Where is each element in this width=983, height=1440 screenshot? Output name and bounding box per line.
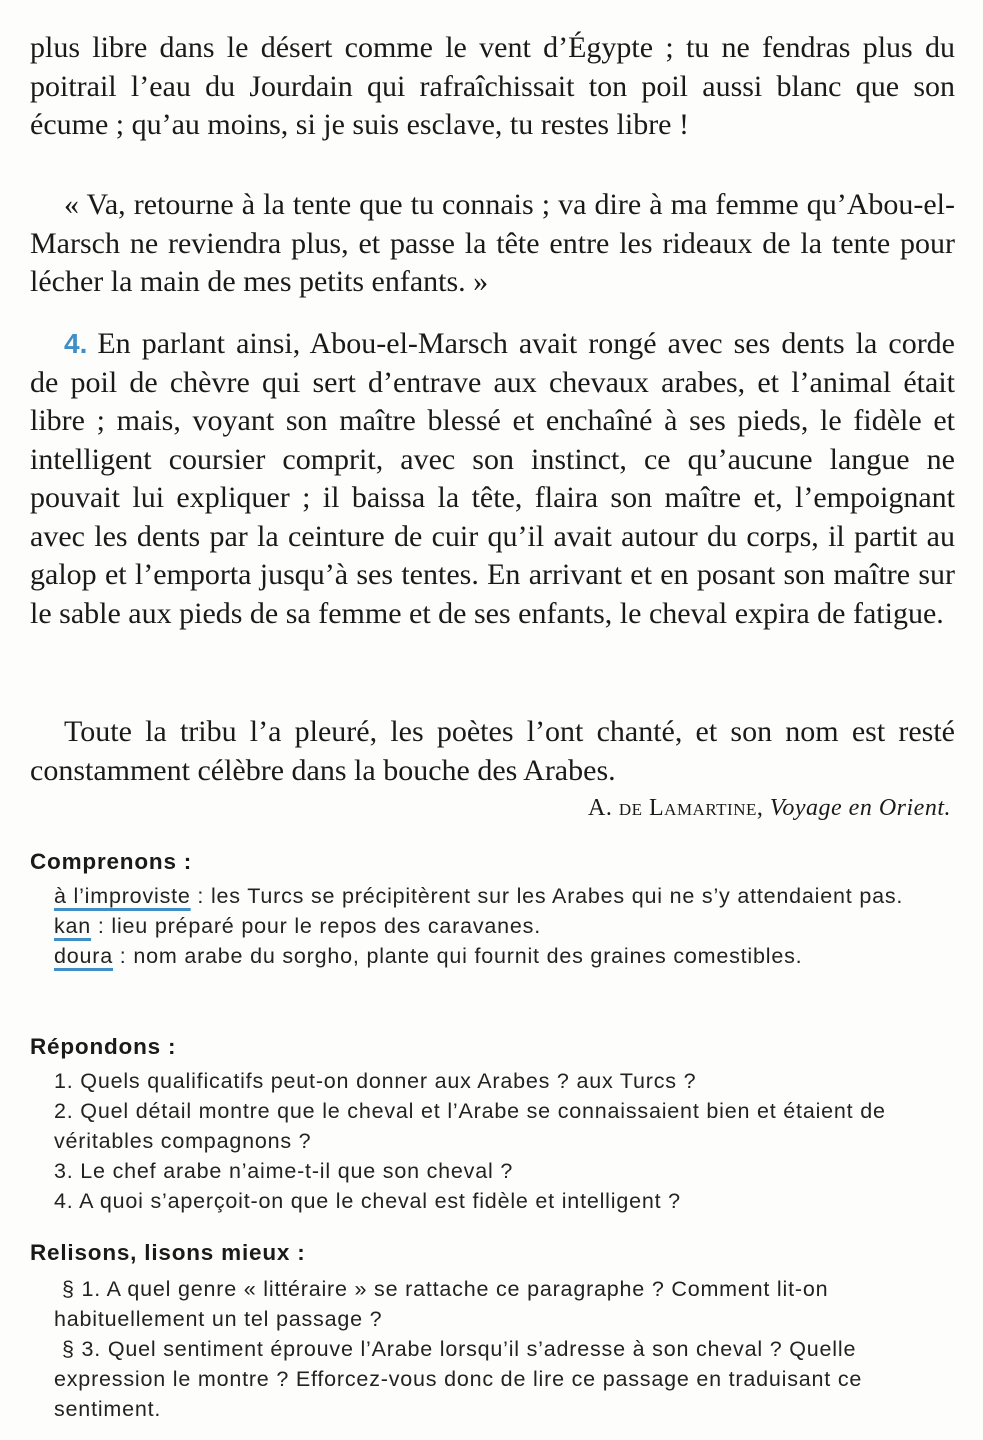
glossary-term: doura xyxy=(54,944,113,968)
question-item: 1. Quels qualificatifs peut-on donner aux Arabes ? aux Turcs ? xyxy=(54,1069,697,1093)
repondons-list xyxy=(54,1066,950,1216)
glossary-definition: : nom arabe du sorgho, plante qui fournit des graines comestibles. xyxy=(113,944,803,968)
glossary-definition: : les Turcs se précipitèrent sur les Arabes qui ne s’y attendaient pas. xyxy=(190,884,904,908)
glossary-entry xyxy=(54,941,950,971)
glossary-definition: : lieu préparé pour le repos des caravanes. xyxy=(91,914,541,938)
glossary-term: kan xyxy=(54,914,92,938)
reading-item: § 1. A quel genre « littéraire » se rattache ce paragraphe ? Comment lit-on habituellement un tel passage ? xyxy=(54,1277,829,1331)
paragraph-4-text: En parlant ainsi, Abou-el-Marsch avait rongé avec ses dents la corde de poil de chèvre qui sert d’entrave aux chevaux arabes, et l’animal était libre ; mais, voyant son maître blessé et enchaîné à ses pieds, le fidèle et intelligent coursier comprit, avec son instinct, ce qu’aucune langue ne pouvait lui expliquer ; il baissa la tête, flaira son maître et, l’empoignant avec les dents par la ceinture de cuir qu’il avait autour du corps, il partit au galop et l’emporta jusqu’à ses tentes. En arrivant et en posant son maître sur le sable aux pieds de sa femme et de ses enfants, le cheval expira de fatigue. xyxy=(30,327,955,630)
question-item: 4. A quoi s’aperçoit-on que le cheval est fidèle et intelligent ? xyxy=(54,1189,681,1213)
attribution-work: Voyage en Orient. xyxy=(769,795,951,821)
paragraph-4 xyxy=(30,325,955,633)
comprenons-heading: Comprenons : xyxy=(30,849,193,874)
relisons-list xyxy=(54,1274,950,1424)
glossary-entry xyxy=(54,911,950,941)
glossary-entry xyxy=(54,881,950,911)
paragraph-number: 4. xyxy=(64,328,88,359)
repondons-heading: Répondons : xyxy=(30,1034,177,1059)
comprenons-list xyxy=(54,881,950,971)
paragraph-quote: « Va, retourne à la tente que tu connais ; va dire à ma femme qu’Abou-el-Marsch ne reviendra plus, et passe la tête entre les rideaux de la tente pour lécher la main de mes petits enfants. » xyxy=(30,188,955,298)
relisons-heading: Relisons, lisons mieux : xyxy=(30,1240,306,1265)
glossary-term: à l’improviste xyxy=(54,884,191,908)
attribution xyxy=(588,795,951,822)
reading-item: § 3. Quel sentiment éprouve l’Arabe lorsqu’il s’adresse à son cheval ? Quelle expression le montre ? Efforcez-vous donc de lire ce passage en traduisant ce sentiment. xyxy=(54,1337,863,1421)
paragraph-continuation: plus libre dans le désert comme le vent d’Égypte ; tu ne fendras plus du poitrail l’eau du Jourdain qui rafraîchissait ton poil aussi blanc que son écume ; qu’au moins, si je suis esclave, tu restes libre ! xyxy=(30,31,955,141)
question-item: 2. Quel détail montre que le cheval et l’Arabe se connaissaient bien et étaient de véritables compagnons ? xyxy=(54,1099,886,1153)
attribution-author: A. de Lamartine, xyxy=(588,795,764,821)
paragraph-conclusion: Toute la tribu l’a pleuré, les poètes l’ont chanté, et son nom est resté constamment célèbre dans la bouche des Arabes. xyxy=(30,715,955,787)
question-item: 3. Le chef arabe n’aime-t-il que son cheval ? xyxy=(54,1159,514,1183)
